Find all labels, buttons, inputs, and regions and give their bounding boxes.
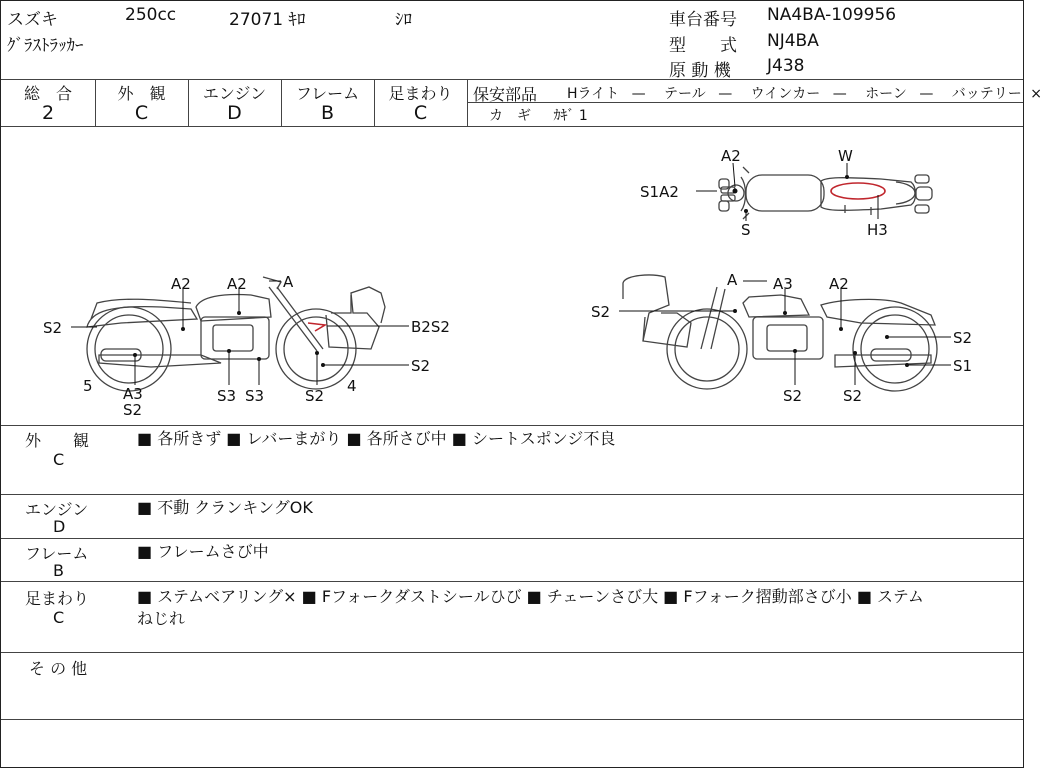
engine-grade: D xyxy=(227,102,242,124)
battery-label: バッテリー xyxy=(951,86,1022,102)
label-left-s2-right: S2 xyxy=(411,357,431,375)
key-label: カ ギ xyxy=(489,108,531,124)
battery-status: × xyxy=(1030,86,1042,102)
divider xyxy=(1,652,1023,653)
section-exterior-notes: ■ 各所きず ■ レバーまがり ■ 各所さび中 ■ シートスポンジ不良 xyxy=(137,429,616,448)
label-left-b2s2: B2S2 xyxy=(411,318,450,336)
label-left-4: 4 xyxy=(347,377,357,395)
mileage: 27071 ｷﾛ xyxy=(229,10,306,30)
displacement: 250cc xyxy=(125,5,177,25)
divider xyxy=(1,425,1023,426)
section-engine-notes: ■ 不動 クランキングOK xyxy=(137,498,313,517)
tail-status: — xyxy=(718,86,733,102)
exterior-label: 外 観 xyxy=(117,84,166,103)
model-name: ｸﾞﾗｽﾄﾗｯｶｰ xyxy=(7,36,84,56)
section-frame-notes: ■ フレームさび中 xyxy=(137,542,269,561)
label-right-s2-b2: S2 xyxy=(843,387,863,405)
type-label: 型 式 xyxy=(669,36,737,56)
divider xyxy=(1,581,1023,582)
frame-grade: B xyxy=(320,102,335,124)
section-engine-title: エンジン xyxy=(25,500,89,519)
overall-grade: 2 xyxy=(41,102,55,124)
label-left-s2-bottom: S2 xyxy=(305,387,325,405)
winker-label: ウインカー xyxy=(750,86,821,102)
section-engine-grade: D xyxy=(53,517,66,536)
label-right-a3: A3 xyxy=(773,275,793,293)
divider xyxy=(1,538,1023,539)
section-other-title: そ の 他 xyxy=(29,659,88,678)
key-row xyxy=(489,105,588,125)
section-frame-grade: B xyxy=(53,561,64,580)
left-side-motorcycle xyxy=(87,277,385,391)
engine-model-value: J438 xyxy=(767,56,805,76)
headlight-label: Hライト xyxy=(567,86,620,102)
label-right-s2-left: S2 xyxy=(591,303,611,321)
label-left-s3-1: S3 xyxy=(217,387,237,405)
section-suspension-grade: C xyxy=(53,608,65,627)
key-value: ｶｷﾞ 1 xyxy=(553,108,588,124)
label-left-a2-1: A2 xyxy=(171,275,191,293)
frame-label: フレーム xyxy=(295,84,360,103)
safety-label: 保安部品 xyxy=(473,85,538,104)
damage-mark-front xyxy=(308,323,325,331)
section-suspension-title: 足まわり xyxy=(25,589,90,608)
section-frame-title: フレーム xyxy=(25,544,89,563)
label-left-s3-2: S3 xyxy=(245,387,265,405)
damage-mark-h3 xyxy=(831,183,885,199)
divider xyxy=(1,719,1023,720)
suspension-label: 足まわり xyxy=(388,84,453,103)
section-suspension-notes-cont: ねじれ xyxy=(137,609,186,628)
overall-label: 総 合 xyxy=(23,84,72,103)
label-top-h3: H3 xyxy=(867,221,888,239)
label-top-a2: A2 xyxy=(721,147,741,165)
top-view-motorcycle xyxy=(719,167,932,219)
label-left-5: 5 xyxy=(83,377,93,395)
safety-items xyxy=(567,83,1042,103)
section-exterior-title: 外 観 xyxy=(25,431,90,450)
section-exterior-grade: C xyxy=(53,450,65,469)
divider xyxy=(1,79,1023,80)
section-suspension-notes: ■ ステムベアリング× ■ Fフォークダストシールひび ■ チェーンさび大 ■ Fフォーク摺動部さび小 ■ ステム xyxy=(137,587,924,606)
label-left-s2-a3: S2 xyxy=(123,401,143,419)
exterior-grade: C xyxy=(134,102,149,124)
label-right-s2-b1: S2 xyxy=(783,387,803,405)
label-right-a: A xyxy=(727,271,738,289)
tail-label: テール xyxy=(664,86,706,102)
suspension-grade: C xyxy=(413,102,428,124)
label-right-s1: S1 xyxy=(953,357,973,375)
maker: スズキ xyxy=(7,10,58,30)
frame-no: NA4BA-109956 xyxy=(767,5,897,25)
label-left-s2: S2 xyxy=(43,319,63,337)
horn-label: ホーン xyxy=(865,86,907,102)
label-left-a: A xyxy=(283,273,294,291)
label-right-a2: A2 xyxy=(829,275,849,293)
horn-status: — xyxy=(919,86,934,102)
engine-model-label: 原 動 機 xyxy=(669,61,731,81)
headlight-status: — xyxy=(631,86,646,102)
color: ｼﾛ xyxy=(395,10,412,30)
label-left-a3: A3 xyxy=(123,385,143,403)
label-right-s2: S2 xyxy=(953,329,973,347)
label-top-w: W xyxy=(838,147,853,165)
label-left-a2-2: A2 xyxy=(227,275,247,293)
damage-diagram xyxy=(1,127,1023,425)
divider xyxy=(1,494,1023,495)
frame-no-label: 車台番号 xyxy=(669,10,737,30)
engine-label: エンジン xyxy=(202,84,267,103)
type-value: NJ4BA xyxy=(767,31,819,51)
label-top-s1a2: S1A2 xyxy=(640,183,679,201)
winker-status: — xyxy=(832,86,847,102)
label-top-s: S xyxy=(741,221,751,239)
